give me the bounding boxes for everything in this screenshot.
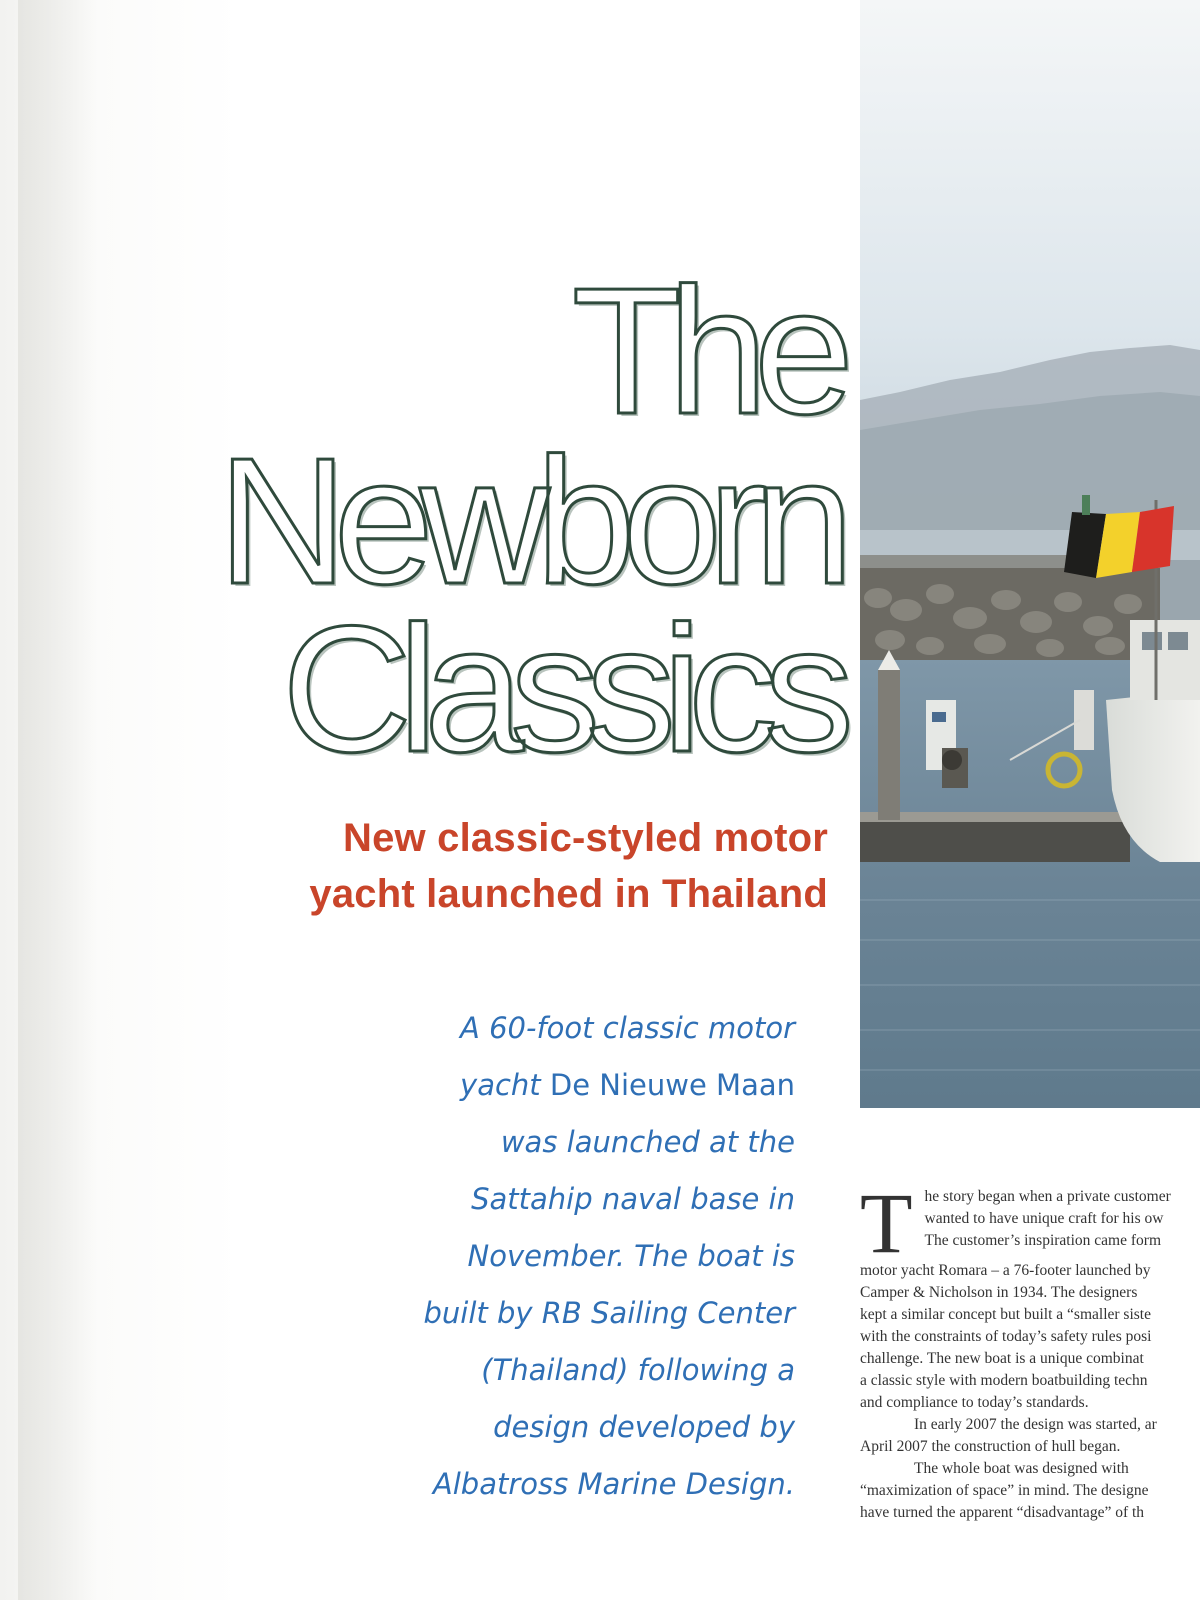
standfirst-line-3: was launched at the [500,1125,795,1159]
body-line: motor yacht Romara – a 76-footer launched by [860,1262,1151,1279]
body-line: Camper & Nicholson in 1934. The designers [860,1284,1138,1301]
standfirst-line-1: A 60-foot classic motor [460,1011,795,1045]
drop-cap: T [860,1186,913,1271]
body-line: with the constraints of today’s safety rules posi [860,1328,1152,1345]
subtitle-line-1: New classic-styled motor [343,816,828,860]
body-line: he story began when a private customer [924,1188,1171,1205]
subtitle [208,810,828,922]
title-line-classics: Classics [281,589,840,790]
standfirst-line-6: built by RB Sailing Center [423,1296,795,1330]
page-gutter-shadow [18,0,98,1600]
standfirst [355,1000,795,1513]
body-line: The whole boat was designed with [914,1460,1129,1477]
body-line: a classic style with modern boatbuilding techn [860,1372,1148,1389]
standfirst-line-8: design developed by [493,1410,795,1444]
harbor-photo [860,0,1200,1108]
title-line-newborn: Newborn [217,421,840,622]
standfirst-line-9: Albatross Marine Design. [432,1467,795,1501]
body-line: “maximization of space” in mind. The designe [860,1482,1149,1499]
article-body [860,1186,1200,1536]
title-line-the: The [571,251,840,452]
standfirst-line-2 [355,1057,795,1114]
standfirst-line-5: November. The boat is [467,1239,795,1273]
standfirst-line-7: (Thailand) following a [481,1353,795,1387]
body-line: and compliance to today’s standards. [860,1394,1089,1411]
standfirst-line-4: Sattahip naval base in [471,1182,795,1216]
body-line: challenge. The new boat is a unique combinat [860,1350,1144,1367]
boat-name: De Nieuwe Maan [549,1068,795,1102]
body-line: kept a similar concept but built a “smaller siste [860,1306,1151,1323]
body-line: The customer’s inspiration came form [924,1232,1161,1249]
subtitle-line-2: yacht launched in Thailand [309,872,828,916]
body-line: In early 2007 the design was started, ar [914,1416,1157,1433]
body-line: April 2007 the construction of hull began. [860,1438,1121,1455]
standfirst-yacht-word: yacht [460,1068,541,1102]
body-line: wanted to have unique craft for his ow [924,1210,1164,1227]
body-line: have turned the apparent “disadvantage” of th [860,1504,1145,1521]
